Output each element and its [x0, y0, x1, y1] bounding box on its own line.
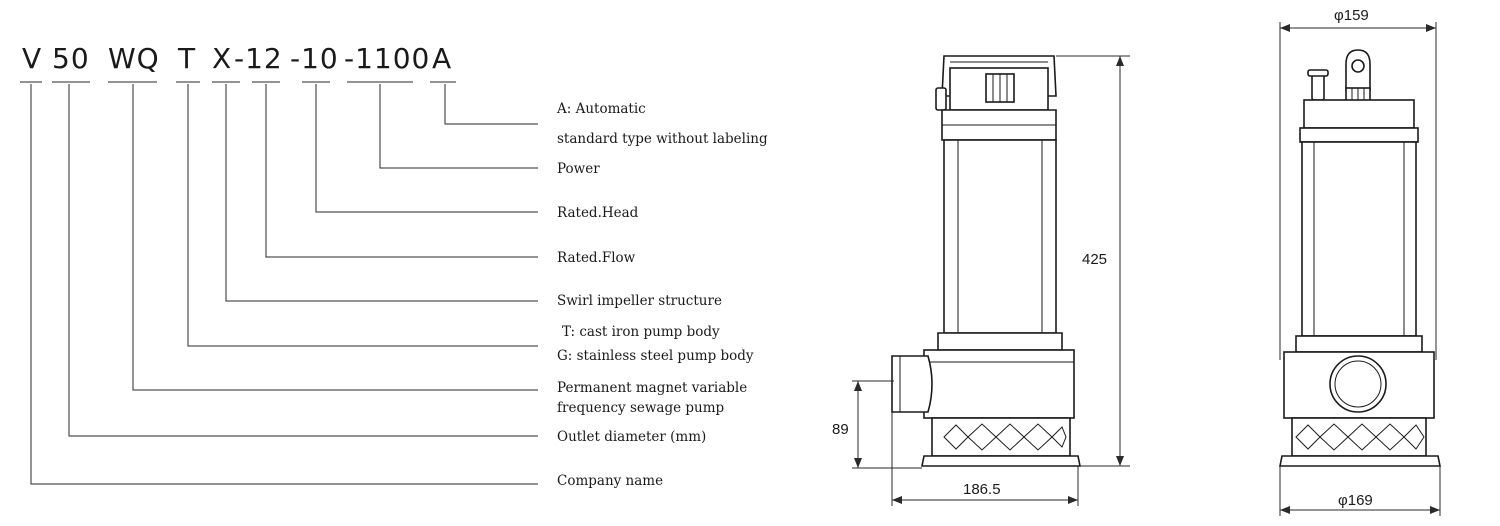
code-segment-material: T [178, 42, 197, 75]
legend-material-line2: G: stainless steel pump body [557, 348, 754, 364]
legend-type-line2: frequency sewage pump [557, 400, 725, 416]
code-segment-auto: A [432, 42, 453, 75]
legend-power: Power [557, 161, 600, 177]
code-segment-company: V [22, 42, 43, 75]
leader-lines [31, 84, 538, 484]
code-segment-type: WQ [108, 42, 160, 75]
legend-auto-line1: A: Automatic [557, 101, 646, 117]
legend-outlet: Outlet diameter (mm) [557, 429, 707, 445]
pump-side-view [892, 56, 1080, 466]
code-segment-impeller: X [212, 42, 233, 75]
dim-top-diameter: φ159 [1334, 7, 1369, 24]
legend-company: Company name [557, 473, 664, 489]
code-segment-outlet: 50 [52, 42, 90, 75]
dim-bottom-diameter: φ169 [1338, 492, 1373, 509]
legend [556, 101, 768, 489]
legend-impeller: Swirl impeller structure [557, 293, 722, 309]
model-code [22, 42, 452, 75]
pump-front-view [1280, 50, 1440, 466]
legend-auto-line2: standard type without labeling [557, 131, 768, 147]
legend-flow: Rated.Flow [557, 250, 636, 266]
legend-material-line1: T: cast iron pump body [562, 324, 720, 340]
legend-type-line1: Permanent magnet variable [557, 380, 748, 396]
code-segment-flow: -12 [234, 42, 283, 75]
code-segment-power: -1100 [344, 42, 431, 75]
legend-head: Rated.Head [557, 205, 639, 221]
dim-base-width: 186.5 [963, 481, 1001, 498]
dim-height: 425 [1082, 251, 1108, 268]
code-segment-head: -10 [290, 42, 339, 75]
dim-outlet-height: 89 [832, 421, 849, 438]
